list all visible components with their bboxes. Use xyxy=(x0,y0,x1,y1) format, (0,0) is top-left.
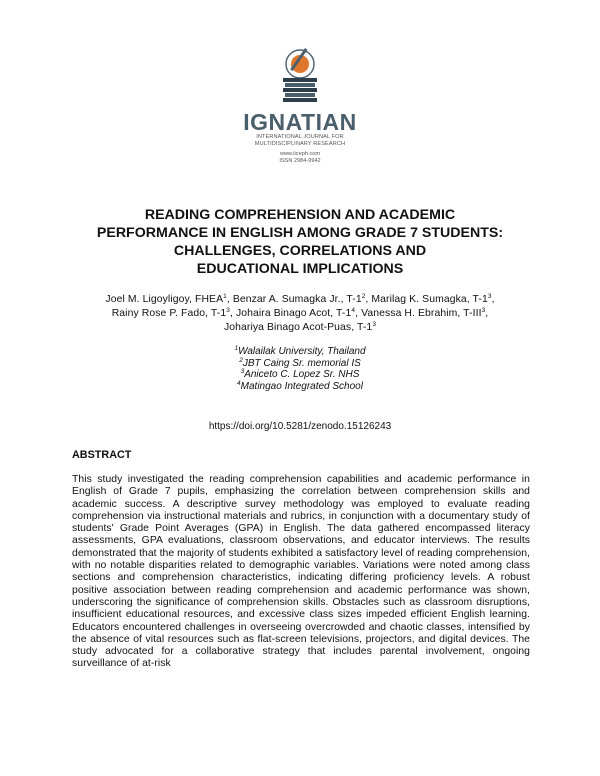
author: Johariya Binago Acot-Puas, $T-1^3$ xyxy=(223,321,377,334)
title-line: PERFORMANCE IN ENGLISH AMONG GRADE 7 STUDENTS: xyxy=(96,225,504,241)
journal-logo xyxy=(0,42,600,165)
author: Joel M. Ligoyligoy, FHEA$^1$, xyxy=(105,293,233,305)
paper-title xyxy=(60,206,540,278)
journal-issn: ISSN 2984-9942 xyxy=(279,158,321,164)
author: Rainy Rose P. Fado, $T-1^3$, xyxy=(111,307,236,320)
journal-subtitle-2: MULTIDISCIPLINARY RESEARCH xyxy=(254,140,346,147)
affiliation-list xyxy=(60,346,540,392)
author: Benzar A. Sumagka Jr., $T-1^2$, xyxy=(232,293,372,305)
journal-subtitle-1: INTERNATIONAL JOURNAL FOR xyxy=(256,134,344,140)
author-list xyxy=(60,293,540,336)
affiliation: $^4$Matingao Integrated School xyxy=(237,379,363,392)
journal-website[interactable]: www.iiceph.com xyxy=(279,151,321,157)
affiliation: $^1$Walailak University, Thailand xyxy=(234,345,366,357)
ignatian-logo-icon xyxy=(267,42,333,108)
abstract-body: This study investigated the reading comprehension capabilities and academic performance in English of Grade 7 pupils, emphasizing the correlation between comprehension skills and academic success. A descriptive survey methodology was employed to evaluate reading comprehension via instructional materials and rubrics, in conjunction with a documentary study of students' Grade Point Averages (GPA) in English. The data gathered encompassed literacy assessments, GPA evaluations, classroom observations, and educator interviews. The results demonstrated that the majority of students exhibited a satisfactory level of reading comprehension, with no notable disparities related to demographic variables. Variations were noted among class sections and comprehension characteristics, indicating differing proficiency levels. A robust positive association between reading comprehension and academic performance was shown, underscoring the significance of comprehension skills. Obstacles such as classroom disruptions, insufficient educational resources, and excessive class sizes impeded efficient English learning. Educators encountered challenges in overseeing overcrowded and chaotic classes, intensified by the absence of vital resources such as flat-screen televisions, projectors, and digital devices. The study advocated for a collaborative strategy that includes parental involvement, ongoing surveillance of at-risk xyxy=(72,474,530,670)
affiliation: $^2$JBT Caing Sr. memorial IS xyxy=(239,356,361,369)
abstract-heading: ABSTRACT xyxy=(72,449,132,461)
author: Marilag K. Sumagka, $T-1^3$, xyxy=(371,293,495,305)
doi-link[interactable]: https://doi.org/10.5281/zenodo.15126243 xyxy=(208,421,392,432)
title-line: EDUCATIONAL IMPLICATIONS xyxy=(196,261,404,277)
journal-name: IGNATIAN xyxy=(243,109,357,135)
author: Johaira Binago Acot, $T-1^4$, xyxy=(235,307,362,320)
author: Vanessa H. Ebrahim, T-III$^3$, xyxy=(361,307,489,320)
affiliation: $^3$Aniceto C. Lopez Sr. NHS xyxy=(240,368,360,380)
title-line: READING COMPREHENSION AND ACADEMIC xyxy=(144,207,456,223)
title-line: CHALLENGES, CORRELATIONS AND xyxy=(173,243,427,259)
